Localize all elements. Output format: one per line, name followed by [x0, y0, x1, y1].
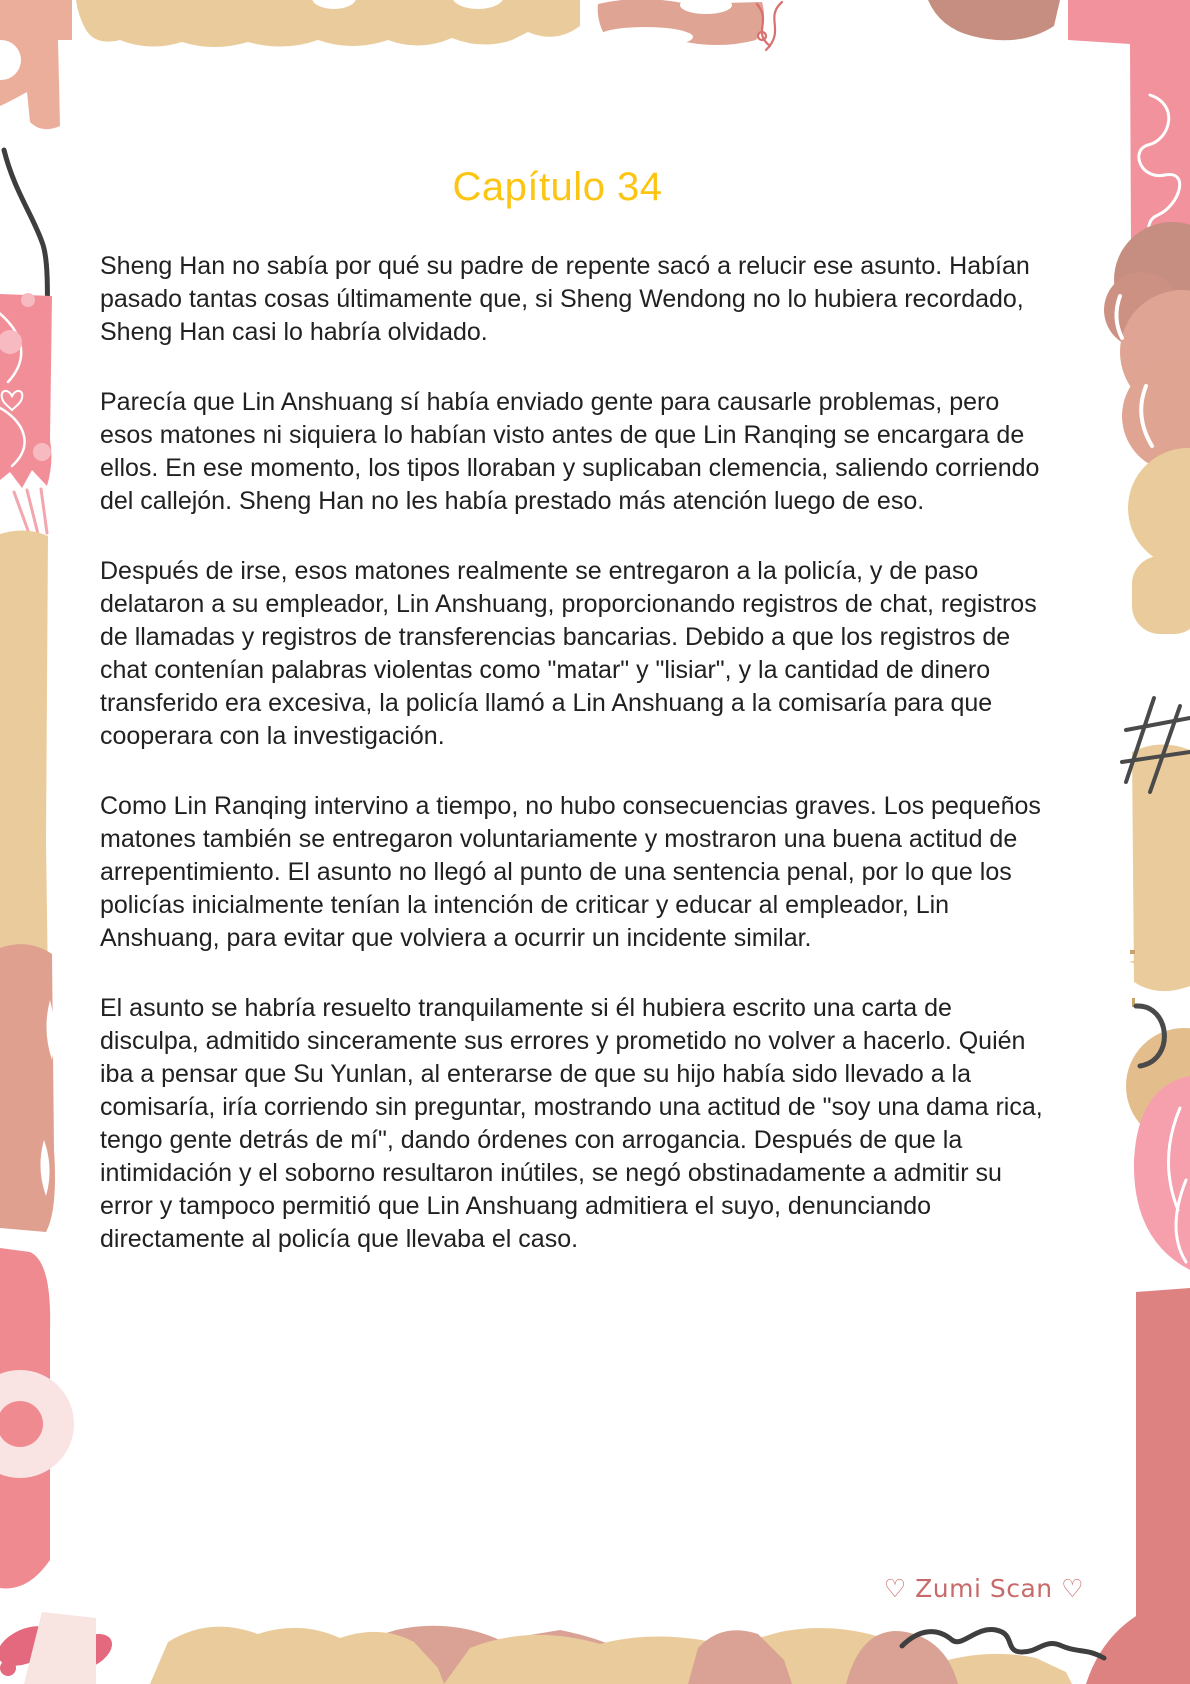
mauve-circle [1114, 222, 1190, 338]
paragraph: Después de irse, esos matones realmente se entregaron a la policía, y de paso delataron a su empleador, Lin Anshuang, proporcionando registros de chat, registros de llamadas y registros de transferencias bancarias. Debido a que los registros de chat contenían palabras violentas como "matar" y "lisiar", y la cantidad de dinero transferido era excesiva, la policía llamó a Lin Anshuang a la comisaría para que cooperara con la investigación. [100, 557, 1037, 750]
tiny-mark [1132, 998, 1135, 1007]
salmon-corner-shape [0, 0, 72, 129]
white-script-doodle [1176, 1180, 1186, 1262]
blob-cutout [680, 0, 732, 14]
paragraph: El asunto se habría resuelto tranquilamente si él hubiera escrito una carta de disculpa, admitido sinceramente sus errores y prometido no volver a hacerlo. Quién iba a pensar que Su Yunlan, al enterarse de que su hijo había sido llevado a la comisaría, iría corriendo sin preguntar, mostrando una actitud de "soy una dama rica, tengo gente detrás de mí", dando órdenes con arrogancia. Después de que la intimidación y el soborno resultaron inútiles, se negó obstinadamente a admitir su error y tampoco permitió que Lin Anshuang admitiera el suyo, denunciando directamente al policía que llevaba el caso. [100, 994, 1043, 1253]
pink-column [1068, 0, 1190, 453]
border-left-shapes [0, 150, 74, 1588]
leaf-cutout [46, 1000, 54, 1060]
string-lines [14, 489, 47, 536]
rose-column [1086, 1288, 1190, 1684]
rose-petal-cluster [0, 1612, 118, 1678]
scan-credit: ♡ Zumi Scan ♡ [883, 1574, 1084, 1603]
squiggle-doodle-icon [902, 1630, 1104, 1658]
tan-column [0, 530, 48, 986]
chapter-title: Capítulo 34 [452, 164, 663, 209]
salmon-arch [688, 1630, 792, 1684]
white-arc [1116, 296, 1122, 338]
tan-bottom-blob [444, 1628, 1072, 1684]
border-bottom-shapes [0, 1612, 1104, 1684]
white-script-doodle [1139, 95, 1185, 380]
white-script-doodle [1168, 1108, 1180, 1210]
salmon-band [238, 1626, 652, 1684]
tan-scallop-shape [76, 0, 580, 47]
sparkle-icon [1129, 934, 1183, 990]
tan-blob [1132, 744, 1190, 991]
chapter-body [100, 250, 1050, 1293]
ribbon-doodle-icon [757, 2, 782, 50]
mauve-circle [1104, 272, 1180, 348]
pink-dot [0, 330, 22, 354]
blob-cutout [597, 27, 693, 47]
leaf-cutout [40, 1140, 49, 1196]
white-script-doodle [0, 312, 21, 382]
light-pink-trapezoid [24, 1612, 96, 1684]
scallop-notch [312, 0, 356, 9]
mauve-textured-shape [928, 0, 1060, 40]
paragraph: Parecía que Lin Anshuang sí había enviado gente para causarle problemas, pero esos matones ni siquiera lo habían visto antes de que Lin Ranqing se encargara de ellos. En ese momento, los tipos lloraban y suplicaban clemencia, saliendo corriendo del callejón. Sheng Han no les había prestado más atención luego de eso. [100, 388, 1040, 515]
pink-heart-shape [0, 294, 52, 488]
heart-doodle-icon [2, 391, 23, 410]
border-top-shapes [0, 0, 1060, 129]
tiny-mark [1130, 950, 1135, 954]
white-arc [1141, 386, 1152, 446]
hash-doodle-icon [1122, 698, 1190, 792]
pink-dot [21, 293, 35, 307]
tan-textured-circle [1126, 1028, 1190, 1144]
corner-cutout [0, 40, 21, 80]
tan-blob [1128, 448, 1190, 568]
salmon-wave-blob [598, 0, 764, 45]
paragraph: Sheng Han no sabía por qué su padre de repente sacó a relucir ese asunto. Habían pasado tantas cosas últimamente que, si Sheng Wendong no lo hubiera recordado, Sheng Han casi lo habría olvidado. [100, 252, 1030, 346]
tan-bottom-blob [150, 1627, 444, 1684]
donut-hole [0, 1401, 43, 1447]
salmon-circle [1120, 290, 1190, 414]
pink-blob [1134, 1076, 1190, 1270]
paragraph: Como Lin Ranqing intervino a tiempo, no hubo consecuencias graves. Los pequeños matones también se entregaron voluntariamente y mostraron una buena actitud de arrepentimiento. El asunto no llegó al punto de una sentencia penal, por lo que los policías inicialmente tenían la intención de criticar y educar al empleador, Lin Anshuang, para evitar que volviera a ocurrir un incidente similar. [100, 792, 1041, 952]
white-script-doodle [0, 408, 25, 466]
tan-blob [1132, 556, 1190, 634]
border-right-shapes [1068, 0, 1190, 1684]
salmon-leaf-shape [0, 944, 55, 1232]
pink-dot [33, 443, 51, 461]
scallop-notch [452, 0, 504, 9]
donut-shape [0, 1370, 74, 1478]
salmon-circle [1122, 360, 1190, 472]
salmon-arch [846, 1631, 958, 1684]
pink-donut-column [0, 1248, 50, 1588]
crescent-doodle-icon [1136, 1006, 1164, 1066]
